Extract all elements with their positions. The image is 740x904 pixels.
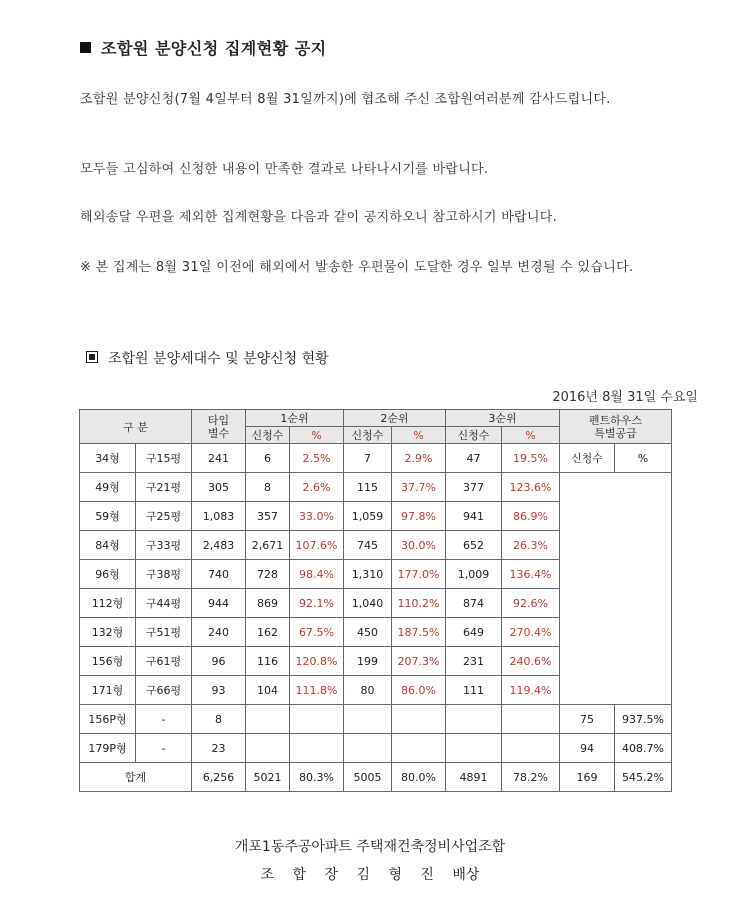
empty-cell bbox=[290, 705, 344, 734]
cell-ph-apply-label: 신청수 bbox=[560, 444, 615, 473]
total-r1: 5021 bbox=[246, 763, 290, 792]
total-p3: 78.2% bbox=[502, 763, 560, 792]
header-apply: 신청수 bbox=[246, 427, 290, 444]
empty-cell bbox=[344, 734, 392, 763]
cell-r2: 199 bbox=[344, 647, 392, 676]
header-apply: 신청수 bbox=[344, 427, 392, 444]
cell-p2: 2.9% bbox=[392, 444, 446, 473]
cell-r3: 377 bbox=[446, 473, 502, 502]
cell-ph-apply: 94 bbox=[560, 734, 615, 763]
cell-units: 1,083 bbox=[192, 502, 246, 531]
cell-units: 23 bbox=[192, 734, 246, 763]
header-pct: % bbox=[502, 427, 560, 444]
empty-cell bbox=[446, 705, 502, 734]
header-apply: 신청수 bbox=[446, 427, 502, 444]
cell-units: 305 bbox=[192, 473, 246, 502]
square-bullet-icon bbox=[80, 42, 91, 53]
cell-old-size: 구15평 bbox=[136, 444, 192, 473]
cell-ph-pct-label: % bbox=[615, 444, 672, 473]
cell-old-size: - bbox=[136, 705, 192, 734]
cell-type: 132형 bbox=[80, 618, 136, 647]
cell-r3: 47 bbox=[446, 444, 502, 473]
empty-cell bbox=[502, 705, 560, 734]
cell-p1: 67.5% bbox=[290, 618, 344, 647]
cell-p1: 2.5% bbox=[290, 444, 344, 473]
cell-r1: 162 bbox=[246, 618, 290, 647]
cell-p2: 110.2% bbox=[392, 589, 446, 618]
empty-cell bbox=[344, 705, 392, 734]
cell-p1: 107.6% bbox=[290, 531, 344, 560]
cell-r2: 80 bbox=[344, 676, 392, 705]
cell-type: 84형 bbox=[80, 531, 136, 560]
cell-r1: 6 bbox=[246, 444, 290, 473]
header-rank1: 1순위 bbox=[246, 410, 344, 427]
cell-type: 34형 bbox=[80, 444, 136, 473]
cell-units: 96 bbox=[192, 647, 246, 676]
box-bullet-icon bbox=[86, 351, 98, 363]
cell-p3: 26.3% bbox=[502, 531, 560, 560]
paragraph-note: ※ 본 집계는 8월 31일 이전에 해외에서 발송한 우편물이 도달한 경우 일부 변경될 수 있습니다. bbox=[80, 260, 634, 275]
table-row bbox=[80, 444, 672, 473]
total-row bbox=[80, 763, 672, 792]
page-title bbox=[80, 36, 327, 59]
cell-r1: 116 bbox=[246, 647, 290, 676]
cell-p2: 207.3% bbox=[392, 647, 446, 676]
total-r3: 4891 bbox=[446, 763, 502, 792]
cell-old-size: 구44평 bbox=[136, 589, 192, 618]
cell-r1: 357 bbox=[246, 502, 290, 531]
cell-units: 740 bbox=[192, 560, 246, 589]
empty-cell bbox=[246, 734, 290, 763]
cell-old-size: 구21평 bbox=[136, 473, 192, 502]
paragraph-thanks: 조합원 분양신청(7월 4일부터 8월 31일까지)에 협조해 주신 조합원여러분께 감사드립니다. bbox=[80, 92, 611, 107]
header-rank2: 2순위 bbox=[344, 410, 446, 427]
cell-p2: 177.0% bbox=[392, 560, 446, 589]
cell-r3: 1,009 bbox=[446, 560, 502, 589]
cell-r1: 8 bbox=[246, 473, 290, 502]
cell-old-size: 구66평 bbox=[136, 676, 192, 705]
cell-ph-apply: 75 bbox=[560, 705, 615, 734]
cell-type: 49형 bbox=[80, 473, 136, 502]
table-row-penthouse bbox=[80, 705, 672, 734]
signature-line: 조 합 장 김 형 진 배상 bbox=[260, 867, 480, 883]
header-row-1 bbox=[80, 410, 672, 427]
paragraph-wish: 모두들 고심하여 신청한 내용이 만족한 결과로 나타나시기를 바랍니다. bbox=[80, 162, 489, 177]
cell-p3: 123.6% bbox=[502, 473, 560, 502]
cell-type: 59형 bbox=[80, 502, 136, 531]
cell-p3: 92.6% bbox=[502, 589, 560, 618]
cell-p2: 187.5% bbox=[392, 618, 446, 647]
table-row-penthouse bbox=[80, 734, 672, 763]
application-table bbox=[79, 409, 672, 792]
total-units: 6,256 bbox=[192, 763, 246, 792]
cell-p3: 19.5% bbox=[502, 444, 560, 473]
total-p1: 80.3% bbox=[290, 763, 344, 792]
cell-p3: 136.4% bbox=[502, 560, 560, 589]
cell-r3: 231 bbox=[446, 647, 502, 676]
cell-old-size: - bbox=[136, 734, 192, 763]
empty-cell bbox=[290, 734, 344, 763]
cell-p2: 86.0% bbox=[392, 676, 446, 705]
header-rank3: 3순위 bbox=[446, 410, 560, 427]
report-date: 2016년 8월 31일 수요일 bbox=[552, 390, 698, 405]
cell-ph-pct: 937.5% bbox=[615, 705, 672, 734]
cell-p1: 120.8% bbox=[290, 647, 344, 676]
cell-p1: 2.6% bbox=[290, 473, 344, 502]
cell-p1: 98.4% bbox=[290, 560, 344, 589]
cell-p1: 92.1% bbox=[290, 589, 344, 618]
header-gubun: 구 분 bbox=[80, 410, 192, 444]
cell-old-size: 구61평 bbox=[136, 647, 192, 676]
cell-p2: 37.7% bbox=[392, 473, 446, 502]
empty-cell bbox=[446, 734, 502, 763]
header-type-count: 타입 별수 bbox=[192, 410, 246, 444]
cell-units: 240 bbox=[192, 618, 246, 647]
empty-penthouse-cell bbox=[560, 473, 672, 705]
total-php: 545.2% bbox=[615, 763, 672, 792]
total-ph: 169 bbox=[560, 763, 615, 792]
total-label: 합계 bbox=[80, 763, 192, 792]
header-pct: % bbox=[392, 427, 446, 444]
cell-p1: 111.8% bbox=[290, 676, 344, 705]
cell-ph-pct: 408.7% bbox=[615, 734, 672, 763]
cell-units: 944 bbox=[192, 589, 246, 618]
table-row bbox=[80, 473, 672, 502]
cell-r1: 2,671 bbox=[246, 531, 290, 560]
total-p2: 80.0% bbox=[392, 763, 446, 792]
empty-cell bbox=[392, 705, 446, 734]
cell-type: 156형 bbox=[80, 647, 136, 676]
cell-old-size: 구33평 bbox=[136, 531, 192, 560]
cell-type: 112형 bbox=[80, 589, 136, 618]
cell-p2: 97.8% bbox=[392, 502, 446, 531]
cell-r2: 7 bbox=[344, 444, 392, 473]
cell-r1: 104 bbox=[246, 676, 290, 705]
organization-name: 개포1동주공아파트 주택재건축정비사업조합 bbox=[234, 839, 506, 855]
cell-units: 2,483 bbox=[192, 531, 246, 560]
cell-r2: 1,310 bbox=[344, 560, 392, 589]
cell-p3: 86.9% bbox=[502, 502, 560, 531]
cell-p3: 240.6% bbox=[502, 647, 560, 676]
cell-r2: 115 bbox=[344, 473, 392, 502]
cell-r2: 1,059 bbox=[344, 502, 392, 531]
section-heading bbox=[86, 348, 329, 368]
cell-units: 8 bbox=[192, 705, 246, 734]
cell-r3: 652 bbox=[446, 531, 502, 560]
cell-r2: 450 bbox=[344, 618, 392, 647]
cell-r1: 869 bbox=[246, 589, 290, 618]
section-heading-text: 조합원 분양세대수 및 분양신청 현황 bbox=[108, 351, 329, 367]
cell-r3: 874 bbox=[446, 589, 502, 618]
cell-units: 241 bbox=[192, 444, 246, 473]
cell-type: 156P형 bbox=[80, 705, 136, 734]
cell-old-size: 구51평 bbox=[136, 618, 192, 647]
empty-cell bbox=[392, 734, 446, 763]
empty-cell bbox=[502, 734, 560, 763]
cell-r3: 941 bbox=[446, 502, 502, 531]
cell-units: 93 bbox=[192, 676, 246, 705]
cell-r1: 728 bbox=[246, 560, 290, 589]
cell-type: 171형 bbox=[80, 676, 136, 705]
header-penthouse: 펜트하우스 특별공급 bbox=[560, 410, 672, 444]
cell-type: 179P형 bbox=[80, 734, 136, 763]
header-pct: % bbox=[290, 427, 344, 444]
cell-r2: 1,040 bbox=[344, 589, 392, 618]
cell-old-size: 구38평 bbox=[136, 560, 192, 589]
cell-type: 96형 bbox=[80, 560, 136, 589]
cell-p3: 119.4% bbox=[502, 676, 560, 705]
cell-p2: 30.0% bbox=[392, 531, 446, 560]
total-r2: 5005 bbox=[344, 763, 392, 792]
cell-p1: 33.0% bbox=[290, 502, 344, 531]
cell-r3: 111 bbox=[446, 676, 502, 705]
title-text: 조합원 분양신청 집계현황 공지 bbox=[101, 39, 327, 58]
cell-r3: 649 bbox=[446, 618, 502, 647]
paragraph-notice: 해외송달 우편을 제외한 집계현황을 다음과 같이 공지하오니 참고하시기 바랍니다. bbox=[80, 210, 558, 225]
cell-p3: 270.4% bbox=[502, 618, 560, 647]
empty-cell bbox=[246, 705, 290, 734]
cell-r2: 745 bbox=[344, 531, 392, 560]
cell-old-size: 구25평 bbox=[136, 502, 192, 531]
